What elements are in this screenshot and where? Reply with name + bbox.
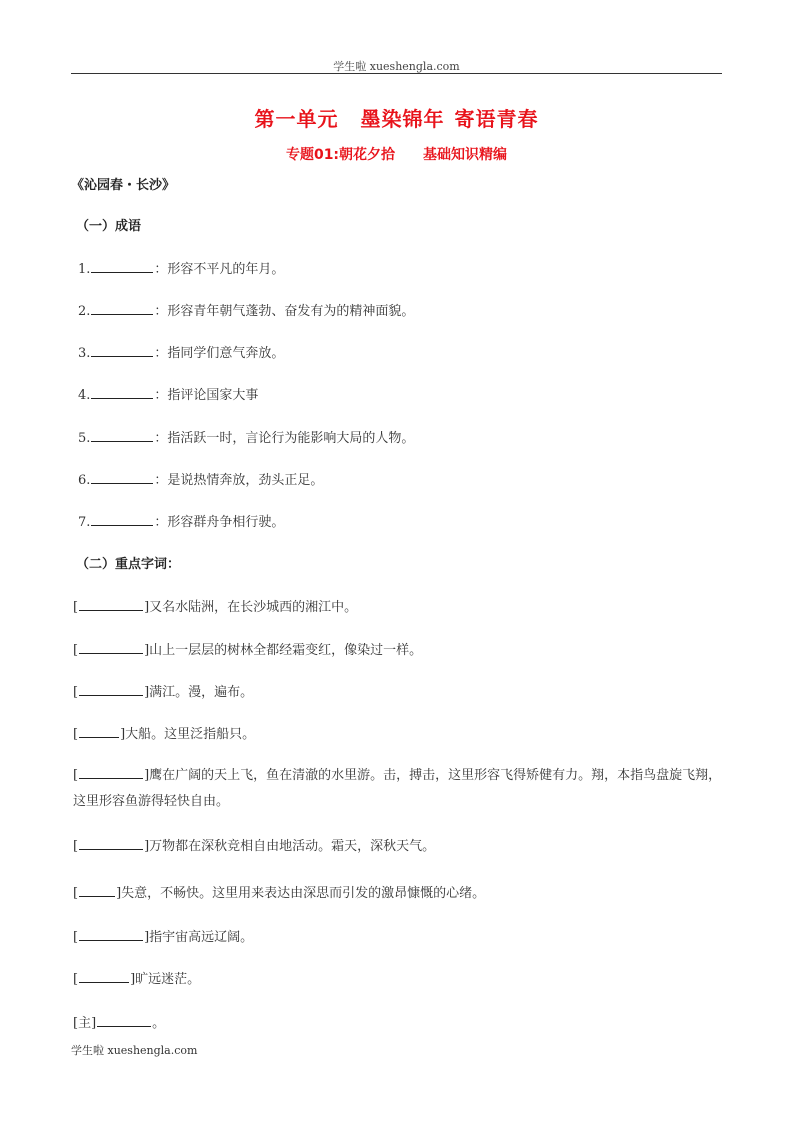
title-unit: 第一单元: [254, 107, 339, 131]
footer-site: 学生啦 xueshengla.com: [71, 1044, 198, 1057]
word-item: [ ]鹰在广阔的天上飞，鱼在清澈的水里游。击，搏击，这里形容飞得矫健有力。翔，本指鸟盘旋飞翔，这里形容鱼游得轻快自由。: [73, 768, 722, 809]
item-text: ：指活跃一时，言论行为能影响大局的人物。: [154, 431, 415, 446]
answer-blank[interactable]: [79, 837, 143, 850]
answer-blank[interactable]: [79, 928, 143, 941]
answer-blank[interactable]: [91, 302, 153, 315]
subtitle-topic: 专题01:朝花夕拾: [285, 147, 396, 163]
answer-blank[interactable]: [91, 513, 153, 526]
item-text: 鹰在广阔的天上飞，鱼在清澈的水里游。击，搏击，这里形容飞得矫健有力。翔，本指鸟盘旋飞翔，这里形容鱼游得轻快自由。: [73, 768, 722, 809]
answer-blank[interactable]: [79, 970, 129, 983]
title-theme2: 寄语青春: [454, 107, 539, 131]
item-text: ：指同学们意气奔放。: [154, 346, 285, 361]
word-item: [ ]又名水陆洲，在长沙城西的湘江中。: [73, 600, 358, 615]
word-item: [主] 。: [73, 1016, 166, 1031]
item-number: 7.: [78, 515, 91, 530]
idiom-item: [78, 511, 284, 530]
item-number: 5.: [78, 431, 91, 446]
item-text: ：形容群舟争相行驶。: [154, 515, 285, 530]
word-item: [ ]山上一层层的树林全都经霜变红，像染过一样。: [73, 643, 423, 658]
idiom-item: [78, 469, 323, 488]
section-idioms-heading: （一）成语: [76, 219, 142, 234]
item-text: 万物都在深秋竞相自由地活动。霜天，深秋天气。: [149, 839, 436, 854]
answer-blank[interactable]: [79, 683, 143, 696]
idiom-item: [78, 258, 284, 277]
item-text: 旷远迷茫。: [135, 972, 201, 987]
section-words-heading: （二）重点字词：: [76, 557, 181, 572]
page-subtitle: [0, 144, 793, 164]
answer-blank[interactable]: [91, 344, 153, 357]
idiom-item: [78, 342, 284, 361]
answer-blank[interactable]: [97, 1014, 151, 1027]
word-item: [ ]大船。这里泛指船只。: [73, 727, 256, 742]
answer-blank[interactable]: [79, 598, 143, 611]
word-item: [ ]指宇宙高远辽阔。: [73, 930, 254, 945]
answer-blank[interactable]: [79, 766, 143, 779]
idiom-item: [78, 384, 258, 403]
item-text: 山上一层层的树林全都经霜变红，像染过一样。: [149, 643, 423, 658]
header-divider: [71, 73, 722, 74]
item-number: 2.: [78, 304, 91, 319]
answer-blank[interactable]: [91, 429, 153, 442]
word-item: [ ]旷远迷茫。: [73, 972, 201, 987]
subtitle-section: 基础知识精编: [423, 147, 508, 163]
item-number: 6.: [78, 473, 91, 488]
answer-blank[interactable]: [79, 884, 115, 897]
idiom-item: [78, 427, 414, 446]
item-number: 4.: [78, 388, 91, 403]
word-item: [ ]失意，不畅快。这里用来表达由深思而引发的激昂慷慨的心绪。: [73, 886, 486, 901]
item-text: ：形容青年朝气蓬勃、奋发有为的精神面貌。: [154, 304, 415, 319]
item-text: ：指评论国家大事: [154, 388, 259, 403]
answer-blank[interactable]: [91, 260, 153, 273]
answer-blank[interactable]: [91, 386, 153, 399]
poem-title: 《沁园春・长沙》: [71, 178, 176, 193]
item-text: ：形容不平凡的年月。: [154, 262, 285, 277]
idiom-item: [78, 300, 414, 319]
item-text: 满江。漫，遍布。: [149, 685, 254, 700]
answer-blank[interactable]: [79, 641, 143, 654]
answer-blank[interactable]: [91, 471, 153, 484]
item-text: 失意，不畅快。这里用来表达由深思而引发的激昂慷慨的心绪。: [121, 886, 486, 901]
title-theme: 墨染锦年: [360, 107, 445, 131]
word-item: [ ]万物都在深秋竞相自由地活动。霜天，深秋天气。: [73, 839, 436, 854]
item-text: 大船。这里泛指船只。: [125, 727, 256, 742]
item-number: 3.: [78, 346, 91, 361]
header-site: 学生啦 xueshengla.com: [333, 60, 460, 73]
item-number: 1.: [78, 262, 91, 277]
page-title: [0, 103, 793, 132]
word-item: [ ]满江。漫，遍布。: [73, 685, 254, 700]
item-text: 。: [152, 1016, 166, 1031]
answer-blank[interactable]: [79, 725, 119, 738]
item-text: 指宇宙高远辽阔。: [149, 930, 254, 945]
item-text: 又名水陆洲，在长沙城西的湘江中。: [149, 600, 358, 615]
item-text: ：是说热情奔放，劲头正足。: [154, 473, 324, 488]
